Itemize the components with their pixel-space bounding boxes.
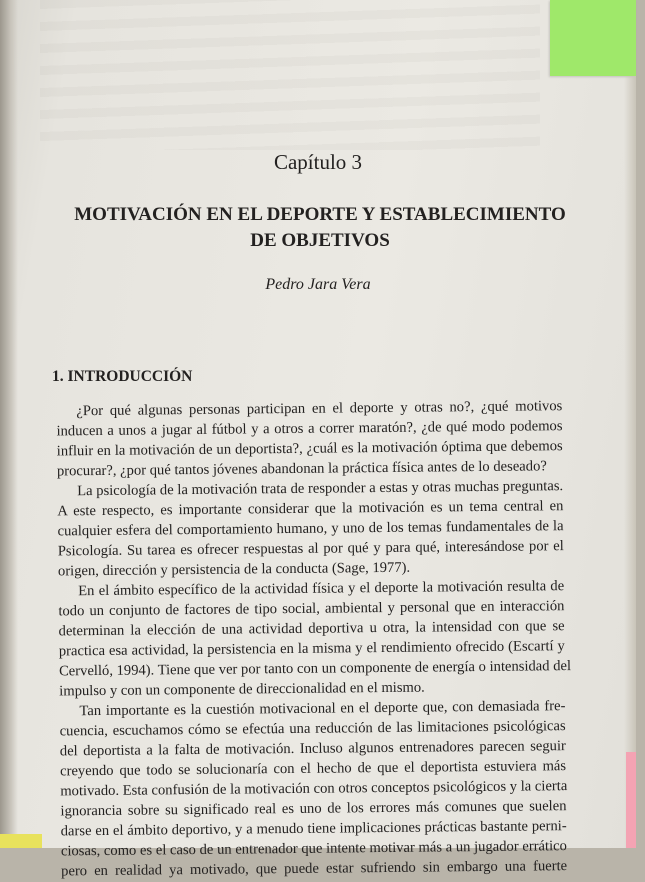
text-line: La psicología de la motivación trata de responder a estas y otras muchas preguntas. [77,478,564,500]
text-line: creyendo que todo se solucionaría con el hecho de que el deportista estuviera más [59,758,567,780]
text-line: procurar?, ¿por qué tantos jóvenes abandonan la práctica física antes de lo deseado? [56,458,547,480]
text-line: pero en realidad ya motivado, que puede estar sufriendo sin embargo una fuerte [61,858,568,880]
yellow-page-tab [0,834,42,848]
text-line: origen, dirección y persistencia de la conducta (Sage, 1977). [57,559,411,580]
text-line: influir en la motivación de un deportista?, ¿cuál es la motivación óptima que debemos [56,438,563,460]
text-line: darse en el ámbito deportivo, y a menudo tiene implicaciones prácticas bastante perni- [60,818,567,840]
text-line: del deportista a la falta de motivación. Incluso algunos entrenadores parecen seguir [59,738,566,760]
text-line: cuencia, escuchamos cómo se efectúa una reducción de las limitaciones psicológicas [59,718,566,740]
text-line: todo un conjunto de factores de tipo social, ambiental y personal que en interacción [58,598,565,620]
text-line: Cervelló, 1994). Tiene que ver por tanto con un componente de energía o intensidad del [58,658,572,680]
book-spine-shadow [0,0,18,848]
text-line: practica esa actividad, la persistencia en la misma y el rendimiento ofrecido (Escartí y [58,638,565,660]
text-line: En el ámbito específico de la actividad física y el deporte la motivación resulta de [78,578,565,600]
text-line: determinan la elección de una actividad deportiva u otra, la intensidad con que se [58,618,565,640]
text-line: ¿Por qué algunas personas participan en el deporte y otras no?, ¿qué motivos [76,398,563,420]
page-edge [624,76,636,848]
text-line: cualquier esfera del comportamiento humano, y uno de los temas fundamentales de la [57,518,564,540]
text-line: impulso y con un componente de direccionalidad en el mismo. [59,679,425,700]
text-line: ignorancia sobre su significado real es uno de los errores más comunes que suelen [60,798,567,820]
green-sticky-note [550,0,636,76]
text-line: inducen a unos a jugar al fútbol y a otros a correr maratón?, ¿de qué modo podemos [56,418,563,440]
section-heading: 1. INTRODUCCIÓN [52,368,193,385]
text-line: ciosas, como es el caso de un entrenador que intente motivar más a un jugador errático [60,838,567,860]
show-through-texture [40,0,540,150]
chapter-title [40,202,600,254]
text-line: Tan importante es la cuestión motivacional en el deporte que, con demasiada fre- [79,698,566,720]
chapter-title-line: DE OBJETIVOS [250,230,390,251]
text-line: Psicología. Su tarea es ofrecer respuestas al por qué y para qué, interesándose por el [57,538,564,560]
text-line: motivado. Esta confusión de la motivación con otros conceptos psicológicos y la cierta [60,778,568,800]
chapter-heading: Capítulo 3 [273,150,363,174]
chapter-title-line: MOTIVACIÓN EN EL DEPORTE Y ESTABLECIMIENTO [74,204,566,225]
pink-page-tab [626,752,636,848]
author-name: Pedro Jara Vera [265,276,371,293]
text-line: A este respecto, es importante considerar que la motivación es un tema central en [57,498,564,520]
